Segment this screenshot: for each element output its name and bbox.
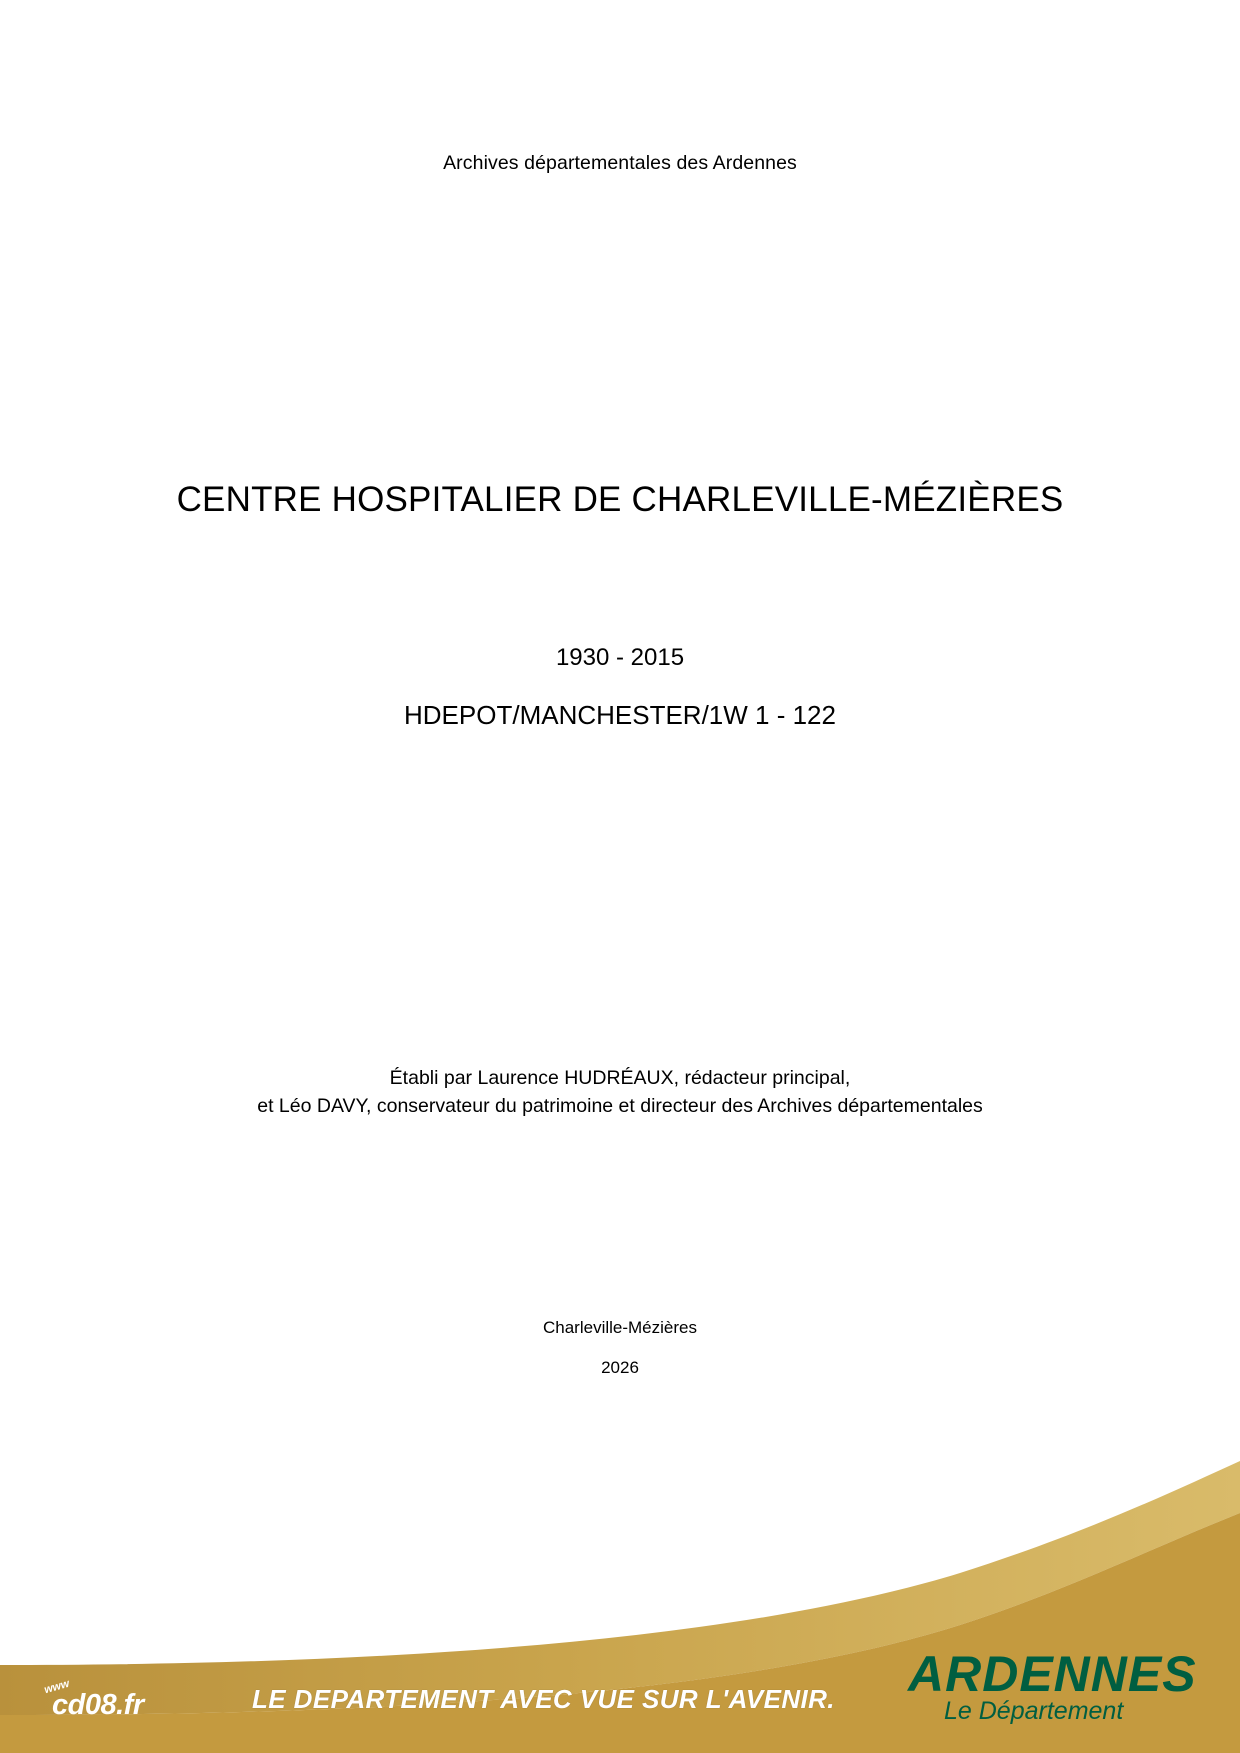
authors-block bbox=[0, 1064, 1240, 1121]
ardennes-subtitle-label: Le Département bbox=[944, 1697, 1124, 1725]
publication-year: 2026 bbox=[601, 1358, 639, 1377]
ardennes-logo[interactable] bbox=[902, 1583, 1222, 1733]
footer-slogan: LE DEPARTEMENT AVEC VUE SUR L'AVENIR. bbox=[252, 1684, 835, 1714]
cd08-logo[interactable] bbox=[30, 1673, 160, 1731]
cd08-name-label: cd08.fr bbox=[52, 1689, 144, 1721]
footer-banner bbox=[0, 1453, 1240, 1753]
date-range: 1930 - 2015 bbox=[555, 644, 685, 671]
ardennes-name-label: ARDENNES bbox=[908, 1646, 1197, 1702]
reference-code: HDEPOT/MANCHESTER/1W 1 - 122 bbox=[404, 700, 836, 730]
institution-name: Archives départementales des Ardennes bbox=[443, 152, 797, 174]
publication-place: Charleville-Mézières bbox=[543, 1318, 697, 1337]
page-title: CENTRE HOSPITALIER DE CHARLEVILLE-MÉZIÈRES bbox=[176, 480, 1064, 520]
author-line-2: et Léo DAVY, conservateur du patrimoine et directeur des Archives départementales bbox=[257, 1095, 983, 1118]
cd08-www-label: www bbox=[42, 1677, 71, 1697]
author-line-1: Établi par Laurence HUDRÉAUX, rédacteur principal, bbox=[389, 1067, 851, 1089]
